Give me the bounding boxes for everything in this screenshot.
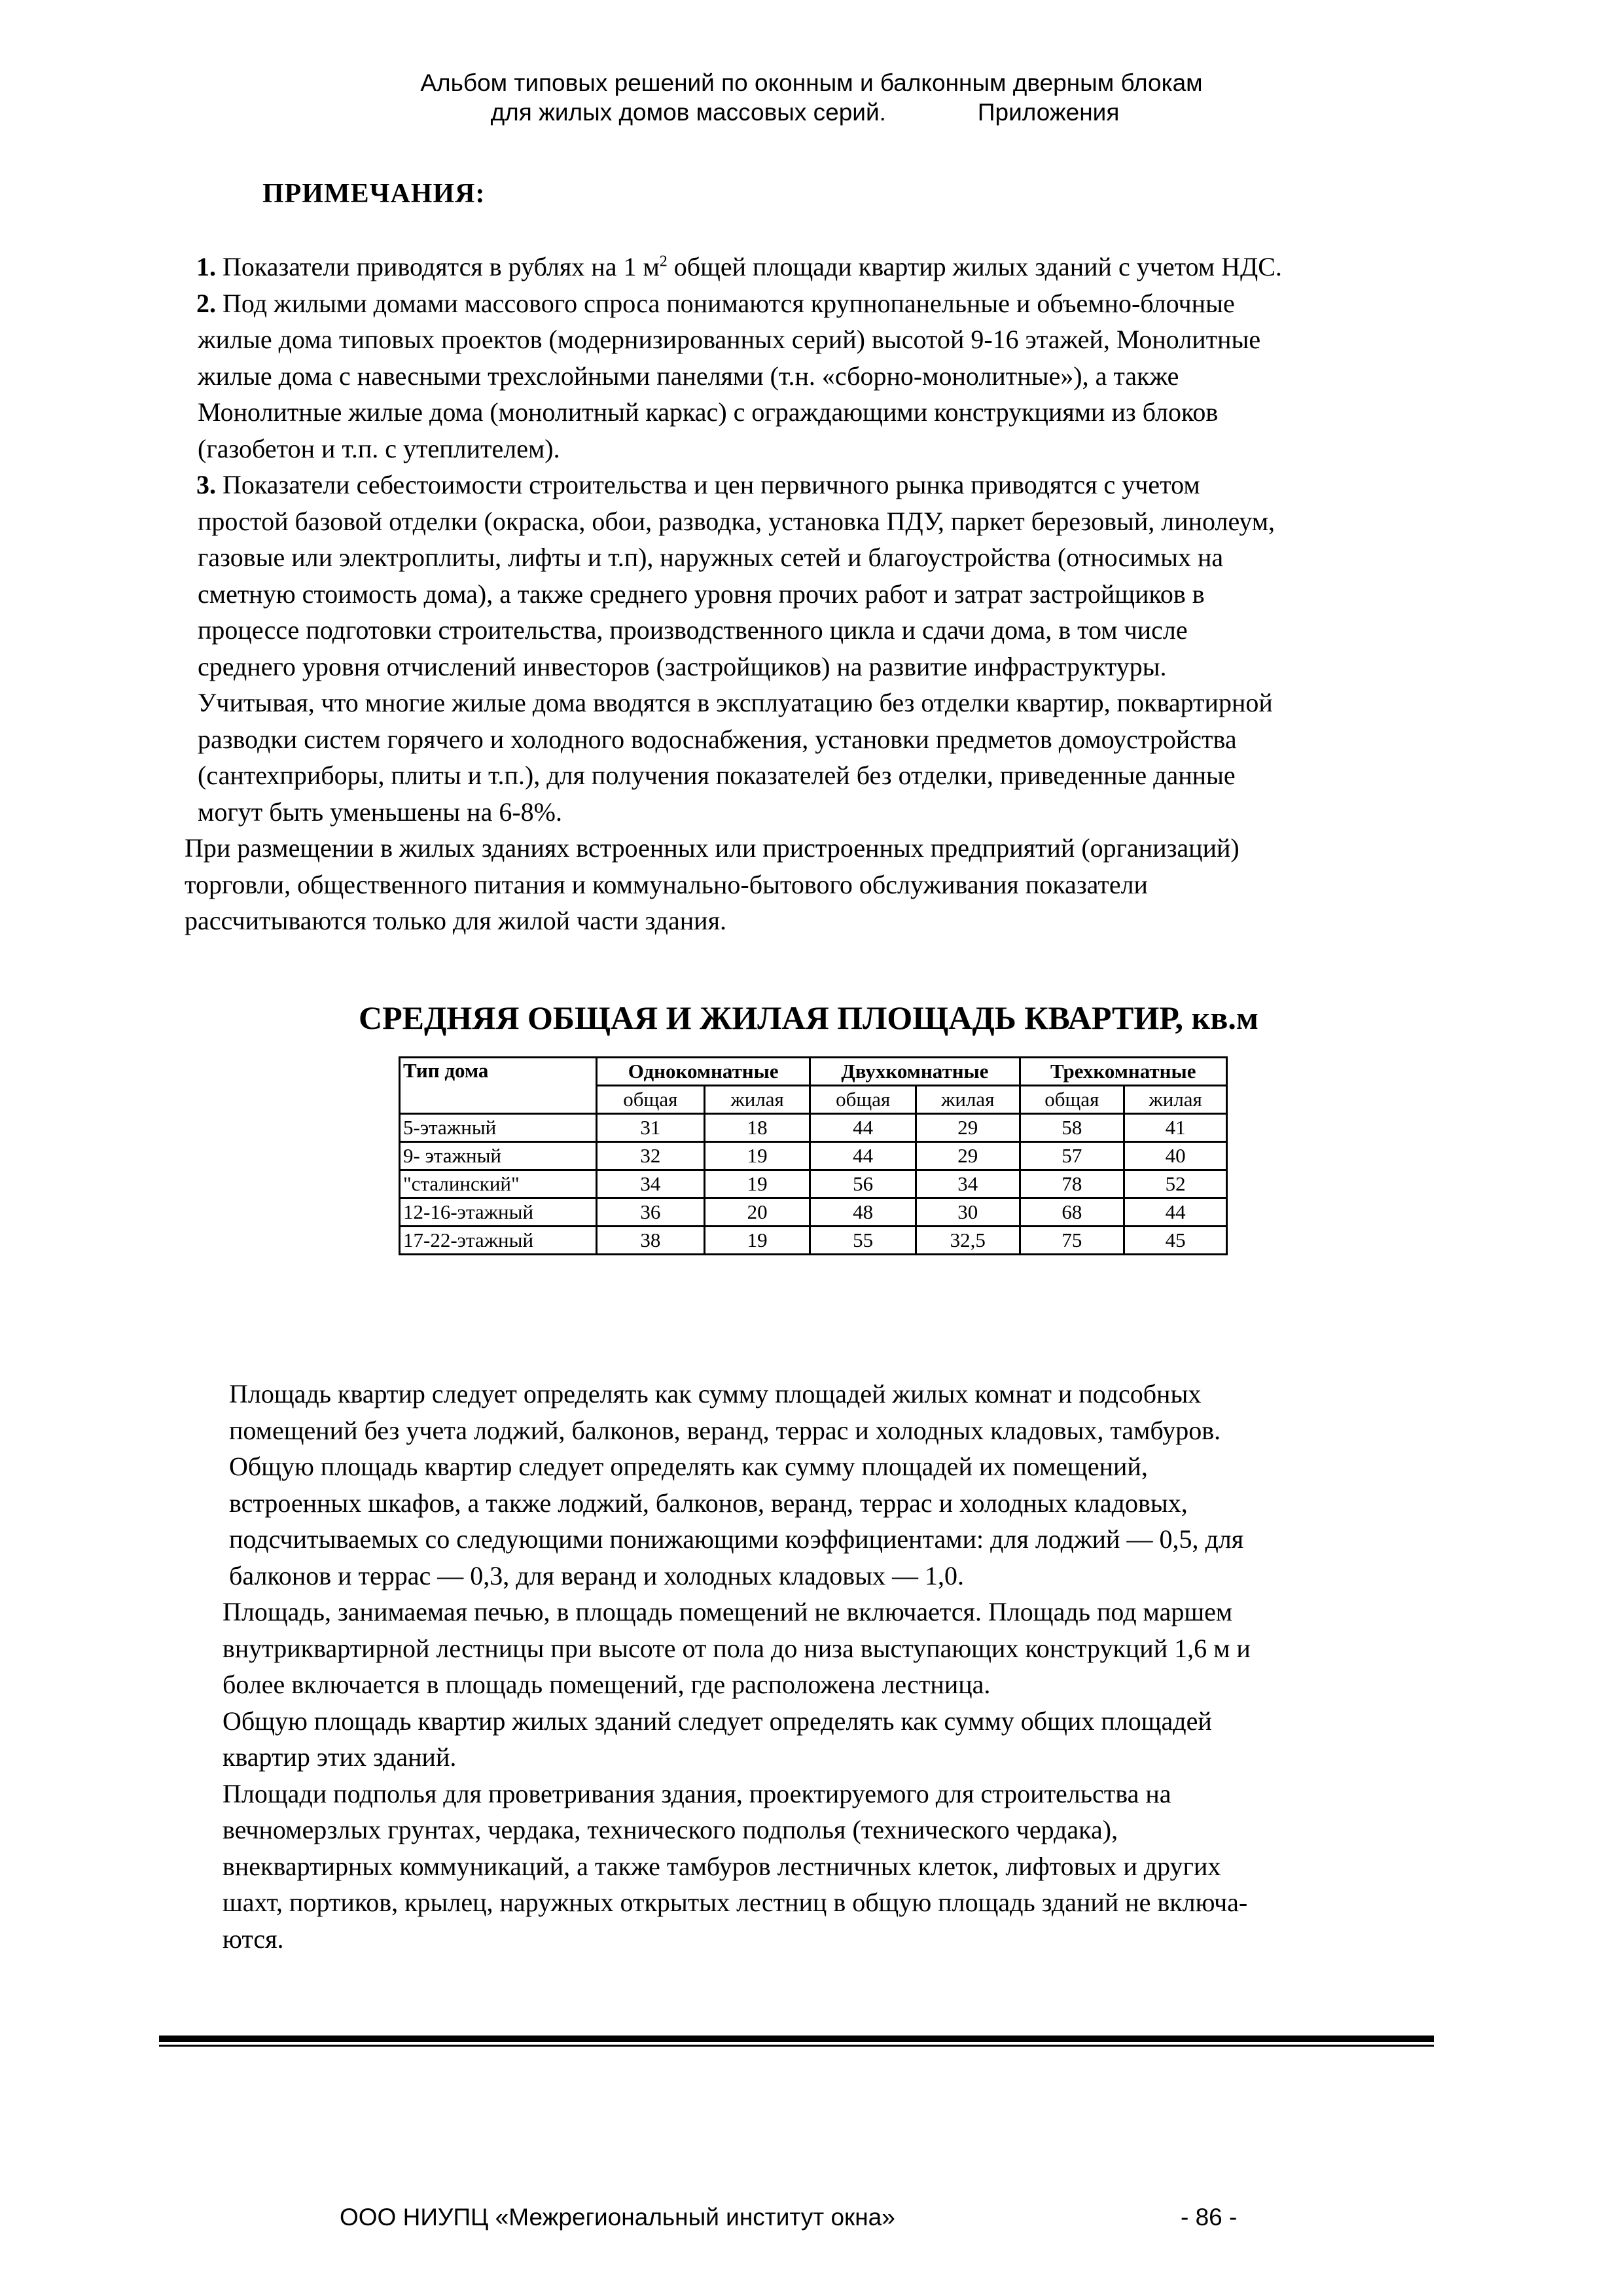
- area-value-cell: 20: [704, 1198, 810, 1227]
- note-line: (сантехприборы, плиты и т.п.), для получения показателей без отделки, приведенные данные: [198, 761, 1236, 790]
- area-value-cell: 38: [597, 1227, 705, 1255]
- area-value-cell: 52: [1124, 1170, 1227, 1198]
- area-value-cell: 78: [1020, 1170, 1124, 1198]
- text-line: встроенных шкафов, а также лоджий, балконов, веранд, террас и холодных кладовых,: [229, 1488, 1188, 1518]
- note-line: газовые или электроплиты, лифты и т.п), наружных сетей и благоустройства (относимых на: [198, 543, 1224, 572]
- table-title: СРЕДНЯЯ ОБЩАЯ И ЖИЛАЯ ПЛОЩАДЬ КВАРТИР, кв.м: [359, 999, 1258, 1036]
- area-value-cell: 75: [1020, 1227, 1124, 1255]
- text-line: Площадь, занимаемая печью, в площадь помещений не включается. Площадь под маршем: [223, 1597, 1233, 1626]
- superscript: 2: [659, 253, 668, 270]
- note-text: общей площади квартир жилых зданий с учетом НДС.: [667, 252, 1282, 281]
- note-text: Показатели приводятся в рублях на 1 м: [223, 252, 660, 281]
- area-value-cell: 29: [916, 1142, 1020, 1170]
- text-line: балконов и террас — 0,3, для веранд и холодных кладовых — 1,0.: [229, 1560, 964, 1590]
- area-value-cell: 44: [1124, 1198, 1227, 1227]
- text-line: вечномерзлых грунтах, чердака, технического подполья (технического чердака),: [223, 1815, 1118, 1844]
- col-subheader: общая: [1020, 1086, 1124, 1114]
- house-type-cell: 17-22-этажный: [400, 1227, 597, 1255]
- col-header-type: Тип дома: [400, 1058, 597, 1114]
- note-line: жилые дома типовых проектов (модернизированных серий) высотой 9-16 этажей, Монолитные: [198, 325, 1261, 354]
- note-line: торговли, общественного питания и коммунально-бытового обслуживания показатели: [185, 869, 1148, 899]
- col-group-header: Трехкомнатные: [1020, 1058, 1227, 1086]
- page-header: [0, 68, 1623, 127]
- note-number: 1.: [196, 252, 216, 281]
- note-number: 2.: [196, 288, 216, 318]
- area-value-cell: 48: [810, 1198, 916, 1227]
- text-line: внутриквартирной лестницы при высоте от пола до низа выступающих конструкций 1,6 м и: [223, 1633, 1251, 1663]
- area-value-cell: 45: [1124, 1227, 1227, 1255]
- house-type-cell: 9- этажный: [400, 1142, 597, 1170]
- col-group-header: Двухкомнатные: [810, 1058, 1020, 1086]
- text-line: Общую площадь квартир жилых зданий следует определять как сумму общих площадей: [223, 1706, 1212, 1736]
- page-number: - 86 -: [1181, 2204, 1238, 2231]
- area-value-cell: 41: [1124, 1114, 1227, 1142]
- note-line: разводки систем горячего и холодного водоснабжения, установки предметов домоустройства: [198, 724, 1237, 754]
- text-line: квартир этих зданий.: [223, 1742, 457, 1772]
- col-group-header: Однокомнатные: [597, 1058, 810, 1086]
- table-row: [400, 1198, 1227, 1227]
- area-value-cell: 29: [916, 1114, 1020, 1142]
- notes-title: ПРИМЕЧАНИЯ:: [262, 179, 486, 209]
- area-value-cell: 40: [1124, 1142, 1227, 1170]
- note-text: Под жилыми домами массового спроса понимаются крупнопанельные и объемно-блочные: [223, 288, 1235, 318]
- note-1: [196, 249, 1282, 285]
- area-value-cell: 36: [597, 1198, 705, 1227]
- text-line: ются.: [223, 1924, 284, 1954]
- note-line: При размещении в жилых зданиях встроенных или пристроенных предприятий (организаций): [185, 833, 1240, 863]
- note-line: среднего уровня отчислений инвесторов (застройщиков) на развитие инфраструктуры.: [198, 651, 1167, 681]
- table-header-row: [400, 1058, 1227, 1086]
- note-3: [196, 467, 1282, 503]
- note-line: рассчитываются только для жилой части здания.: [185, 906, 726, 935]
- area-value-cell: 32,5: [916, 1227, 1020, 1255]
- area-value-cell: 57: [1020, 1142, 1124, 1170]
- note-line: Учитывая, что многие жилые дома вводятся в эксплуатацию без отделки квартир, поквартирной: [198, 688, 1273, 717]
- area-value-cell: 30: [916, 1198, 1020, 1227]
- note-line: простой базовой отделки (окраска, обои, разводка, установка ПДУ, паркет березовый, линолеум,: [198, 506, 1275, 536]
- note-2: [196, 285, 1282, 322]
- note-number: 3.: [196, 470, 216, 499]
- table-row: [400, 1227, 1227, 1255]
- house-type-cell: "сталинский": [400, 1170, 597, 1198]
- note-text: Показатели себестоимости строительства и цен первичного рынка приводятся с учетом: [223, 470, 1200, 499]
- area-value-cell: 44: [810, 1142, 916, 1170]
- table-row: [400, 1114, 1227, 1142]
- area-value-cell: 18: [704, 1114, 810, 1142]
- note-line: могут быть уменьшены на 6-8%.: [198, 797, 562, 827]
- table-row: [400, 1142, 1227, 1170]
- note-line: жилые дома с навесными трехслойными панелями (т.н. «сборно-монолитные»), а также: [198, 361, 1179, 391]
- area-value-cell: 68: [1020, 1198, 1124, 1227]
- area-value-cell: 55: [810, 1227, 916, 1255]
- notes-list: [185, 249, 1282, 939]
- note-line: процессе подготовки строительства, производственного цикла и сдачи дома, в том числе: [198, 615, 1188, 645]
- area-value-cell: 34: [916, 1170, 1020, 1198]
- note-line: (газобетон и т.п. с утеплителем).: [198, 433, 560, 463]
- footer-divider-thick: [159, 2036, 1434, 2042]
- col-subheader: общая: [597, 1086, 705, 1114]
- house-type-cell: 5-этажный: [400, 1114, 597, 1142]
- col-subheader: жилая: [704, 1086, 810, 1114]
- area-value-cell: 19: [704, 1227, 810, 1255]
- area-value-cell: 34: [597, 1170, 705, 1198]
- area-value-cell: 58: [1020, 1114, 1124, 1142]
- text-line: подсчитываемых со следующими понижающими коэффициентами: для лоджий — 0,5, для: [229, 1524, 1244, 1554]
- text-line: Площадь квартир следует определять как сумму площадей жилых комнат и подсобных: [229, 1379, 1202, 1408]
- area-value-cell: 44: [810, 1114, 916, 1142]
- col-subheader: жилая: [916, 1086, 1020, 1114]
- text-line: помещений без учета лоджий, балконов, веранд, террас и холодных кладовых, тамбуров.: [229, 1415, 1221, 1445]
- footer-organization: ООО НИУПЦ «Межрегиональный институт окна»: [340, 2204, 895, 2231]
- header-line-1: Альбом типовых решений по оконным и балконным дверным блокам: [420, 69, 1203, 96]
- table-row: [400, 1170, 1227, 1198]
- header-line-2: [0, 98, 1616, 127]
- area-value-cell: 31: [597, 1114, 705, 1142]
- header-section: Приложения: [977, 99, 1120, 126]
- area-definitions: [223, 1376, 1251, 1957]
- text-line: шахт, портиков, крылец, наружных открытых лестниц в общую площадь зданий не включа-: [223, 1888, 1248, 1917]
- house-type-cell: 12-16-этажный: [400, 1198, 597, 1227]
- text-line: более включается в площадь помещений, где расположена лестница.: [223, 1670, 991, 1699]
- area-value-cell: 56: [810, 1170, 916, 1198]
- header-series: для жилых домов массовых серий.: [490, 99, 886, 126]
- text-line: Общую площадь квартир следует определять как сумму площадей их помещений,: [229, 1452, 1148, 1481]
- note-line: сметную стоимость дома), а также среднего уровня прочих работ и затрат застройщиков в: [198, 579, 1205, 609]
- area-value-cell: 19: [704, 1142, 810, 1170]
- col-subheader: общая: [810, 1086, 916, 1114]
- text-line: Площади подполья для проветривания здания, проектируемого для строительства на: [223, 1778, 1171, 1808]
- area-table: [399, 1056, 1228, 1255]
- area-value-cell: 19: [704, 1170, 810, 1198]
- text-line: внеквартирных коммуникаций, а также тамбуров лестничных клеток, лифтовых и других: [223, 1851, 1221, 1881]
- note-line: Монолитные жилые дома (монолитный каркас) с ограждающими конструкциями из блоков: [198, 397, 1219, 427]
- col-subheader: жилая: [1124, 1086, 1227, 1114]
- area-value-cell: 32: [597, 1142, 705, 1170]
- footer-divider-thin: [159, 2045, 1434, 2047]
